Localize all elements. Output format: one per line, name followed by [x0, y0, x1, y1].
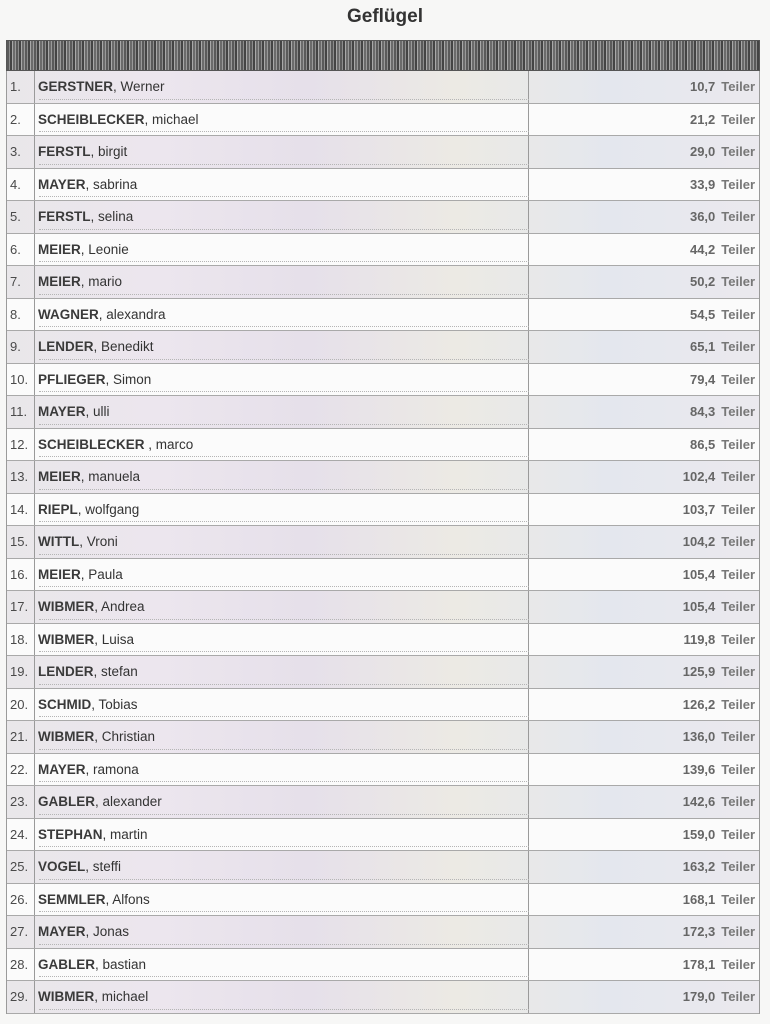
- given-name: , michael: [94, 989, 149, 1005]
- given-name: , Christian: [94, 729, 156, 745]
- score-unit: Teiler: [721, 599, 755, 615]
- surname: WIBMER: [38, 599, 95, 615]
- rank-cell: 10.: [7, 364, 35, 396]
- surname: WAGNER: [38, 306, 99, 322]
- rank-cell: 6.: [7, 234, 35, 266]
- score-cell: [529, 949, 759, 981]
- rank-cell: 14.: [7, 494, 35, 526]
- score-value: 142,6: [682, 794, 716, 810]
- surname: LENDER: [38, 664, 94, 680]
- surname: WITTL: [38, 534, 80, 550]
- rank-cell: 7.: [7, 266, 35, 298]
- given-name: , steffi: [85, 859, 122, 875]
- surname: MEIER: [38, 469, 81, 485]
- name-cell: [35, 299, 529, 331]
- given-name: , Jonas: [85, 924, 130, 940]
- score-unit: Teiler: [721, 371, 755, 387]
- score-value: 159,0: [682, 826, 716, 842]
- rank-cell: 25.: [7, 851, 35, 883]
- name-cell: [35, 786, 529, 818]
- score-cell: [529, 786, 759, 818]
- score-unit: Teiler: [721, 176, 755, 192]
- score-unit: Teiler: [721, 274, 755, 290]
- name-cell: [35, 396, 529, 428]
- given-name: , wolfgang: [77, 501, 140, 517]
- score-cell: [529, 721, 759, 753]
- score-cell: [529, 71, 759, 103]
- score-unit: Teiler: [721, 924, 755, 940]
- surname: MEIER: [38, 566, 81, 582]
- score-value: 136,0: [682, 729, 716, 745]
- score-unit: Teiler: [721, 826, 755, 842]
- rank-cell: 28.: [7, 949, 35, 981]
- rank-cell: 20.: [7, 689, 35, 721]
- table-row: [7, 136, 759, 169]
- surname: GERSTNER: [38, 79, 114, 95]
- score-cell: [529, 656, 759, 688]
- surname: SEMMLER: [38, 891, 106, 907]
- rank-cell: 26.: [7, 884, 35, 916]
- table-row: [7, 851, 759, 884]
- score-value: 54,5: [689, 306, 716, 322]
- table-row: [7, 591, 759, 624]
- table-row: [7, 689, 759, 722]
- score-value: 10,7: [689, 79, 716, 95]
- name-cell: [35, 169, 529, 201]
- score-value: 103,7: [682, 501, 716, 517]
- table-row: [7, 331, 759, 364]
- surname: PFLIEGER: [38, 371, 106, 387]
- score-value: 172,3: [682, 924, 716, 940]
- given-name: , stefan: [93, 664, 138, 680]
- rank-cell: 13.: [7, 461, 35, 493]
- given-name: , Tobias: [91, 696, 138, 712]
- table-row: [7, 526, 759, 559]
- score-value: 179,0: [682, 989, 716, 1005]
- surname: WIBMER: [38, 631, 95, 647]
- score-unit: Teiler: [721, 761, 755, 777]
- rank-cell: 21.: [7, 721, 35, 753]
- name-cell: [35, 916, 529, 948]
- given-name: , Andrea: [94, 599, 145, 615]
- rank-cell: 27.: [7, 916, 35, 948]
- surname: VOGEL: [38, 859, 86, 875]
- table-row: [7, 71, 759, 104]
- score-cell: [529, 234, 759, 266]
- given-name: , Luisa: [94, 631, 135, 647]
- name-cell: [35, 331, 529, 363]
- given-name: , michael: [144, 111, 199, 127]
- score-value: 86,5: [689, 436, 716, 452]
- score-cell: [529, 526, 759, 558]
- given-name: , martin: [102, 826, 148, 842]
- rank-cell: 19.: [7, 656, 35, 688]
- table-row: [7, 916, 759, 949]
- table-row: [7, 104, 759, 137]
- given-name: , Vroni: [79, 534, 118, 550]
- given-name: , mario: [80, 274, 123, 290]
- score-cell: [529, 299, 759, 331]
- name-cell: [35, 721, 529, 753]
- score-cell: [529, 559, 759, 591]
- surname: FERSTL: [38, 144, 91, 160]
- table-row: [7, 494, 759, 527]
- given-name: , Simon: [105, 371, 152, 387]
- name-cell: [35, 819, 529, 851]
- score-value: 105,4: [682, 566, 716, 582]
- table-row: [7, 461, 759, 494]
- table-row: [7, 429, 759, 462]
- score-cell: [529, 331, 759, 363]
- score-unit: Teiler: [721, 859, 755, 875]
- score-value: 36,0: [689, 209, 716, 225]
- surname: WIBMER: [38, 989, 95, 1005]
- score-value: 125,9: [682, 664, 716, 680]
- score-unit: Teiler: [721, 989, 755, 1005]
- surname: SCHMID: [38, 696, 92, 712]
- name-cell: [35, 234, 529, 266]
- score-cell: [529, 591, 759, 623]
- surname: MEIER: [38, 241, 81, 257]
- surname: MAYER: [38, 176, 86, 192]
- score-cell: [529, 981, 759, 1013]
- name-cell: [35, 461, 529, 493]
- table-row: [7, 266, 759, 299]
- score-value: 168,1: [682, 891, 716, 907]
- surname: MAYER: [38, 404, 86, 420]
- rank-cell: 24.: [7, 819, 35, 851]
- score-cell: [529, 396, 759, 428]
- score-cell: [529, 494, 759, 526]
- name-cell: [35, 526, 529, 558]
- rank-cell: 23.: [7, 786, 35, 818]
- surname: MAYER: [38, 924, 86, 940]
- name-cell: [35, 201, 529, 233]
- given-name: , selina: [90, 209, 134, 225]
- score-value: 79,4: [689, 371, 716, 387]
- given-name: , alexander: [95, 794, 162, 810]
- rank-cell: 12.: [7, 429, 35, 461]
- table-row: [7, 624, 759, 657]
- score-cell: [529, 916, 759, 948]
- given-name: , sabrina: [85, 176, 138, 192]
- score-value: 44,2: [689, 241, 716, 257]
- given-name: , Paula: [80, 566, 123, 582]
- score-unit: Teiler: [721, 144, 755, 160]
- surname: MEIER: [38, 274, 81, 290]
- surname: FERSTL: [38, 209, 91, 225]
- score-value: 29,0: [689, 144, 716, 160]
- score-unit: Teiler: [721, 79, 755, 95]
- table-row: [7, 981, 759, 1014]
- score-value: 119,8: [683, 631, 716, 647]
- given-name: , Leonie: [80, 241, 129, 257]
- score-value: 178,1: [682, 956, 716, 972]
- rank-cell: 2.: [7, 104, 35, 136]
- surname: RIEPL: [38, 501, 78, 517]
- name-cell: [35, 754, 529, 786]
- table-row: [7, 201, 759, 234]
- surname: WIBMER: [38, 729, 95, 745]
- name-cell: [35, 689, 529, 721]
- score-cell: [529, 851, 759, 883]
- table-row: [7, 299, 759, 332]
- surname: STEPHAN: [38, 826, 103, 842]
- rank-cell: 29.: [7, 981, 35, 1013]
- table-row: [7, 364, 759, 397]
- score-unit: Teiler: [721, 891, 755, 907]
- name-cell: [35, 364, 529, 396]
- rank-cell: 5.: [7, 201, 35, 233]
- score-value: 21,2: [689, 111, 716, 127]
- name-cell: [35, 494, 529, 526]
- score-cell: [529, 884, 759, 916]
- given-name: , marco: [144, 436, 194, 452]
- name-cell: [35, 981, 529, 1013]
- given-name: , ulli: [85, 404, 110, 420]
- score-cell: [529, 754, 759, 786]
- table-row: [7, 559, 759, 592]
- score-unit: Teiler: [721, 956, 755, 972]
- score-unit: Teiler: [721, 631, 755, 647]
- score-value: 102,4: [682, 469, 716, 485]
- rank-cell: 15.: [7, 526, 35, 558]
- score-unit: Teiler: [721, 241, 755, 257]
- table-row: [7, 786, 759, 819]
- name-cell: [35, 429, 529, 461]
- name-cell: [35, 624, 529, 656]
- score-unit: Teiler: [721, 794, 755, 810]
- score-cell: [529, 266, 759, 298]
- name-cell: [35, 136, 529, 168]
- score-value: 84,3: [689, 404, 716, 420]
- score-unit: Teiler: [721, 469, 755, 485]
- name-cell: [35, 884, 529, 916]
- rank-cell: 16.: [7, 559, 35, 591]
- score-value: 33,9: [689, 176, 716, 192]
- name-cell: [35, 71, 529, 103]
- surname: GABLER: [38, 956, 95, 972]
- score-cell: [529, 689, 759, 721]
- score-unit: Teiler: [721, 729, 755, 745]
- score-unit: Teiler: [721, 306, 755, 322]
- given-name: , Alfons: [105, 891, 150, 907]
- given-name: , ramona: [85, 761, 139, 777]
- surname: MAYER: [38, 761, 86, 777]
- score-value: 65,1: [689, 339, 716, 355]
- score-value: 126,2: [682, 696, 716, 712]
- name-cell: [35, 559, 529, 591]
- table-row: [7, 169, 759, 202]
- score-value: 163,2: [682, 859, 716, 875]
- table-header-band: [6, 40, 760, 71]
- table-row: [7, 396, 759, 429]
- name-cell: [35, 591, 529, 623]
- surname: GABLER: [38, 794, 95, 810]
- name-cell: [35, 851, 529, 883]
- name-cell: [35, 949, 529, 981]
- rank-cell: 11.: [7, 396, 35, 428]
- given-name: , alexandra: [98, 306, 166, 322]
- surname: LENDER: [38, 339, 94, 355]
- score-cell: [529, 201, 759, 233]
- rank-cell: 22.: [7, 754, 35, 786]
- score-value: 139,6: [682, 761, 716, 777]
- table-row: [7, 884, 759, 917]
- surname: SCHEIBLECKER: [38, 111, 145, 127]
- score-unit: Teiler: [721, 404, 755, 420]
- score-cell: [529, 624, 759, 656]
- rank-cell: 3.: [7, 136, 35, 168]
- given-name: , bastian: [95, 956, 147, 972]
- score-unit: Teiler: [721, 566, 755, 582]
- given-name: , Werner: [113, 79, 165, 95]
- rank-cell: 8.: [7, 299, 35, 331]
- given-name: , Benedikt: [93, 339, 154, 355]
- table-row: [7, 819, 759, 852]
- score-unit: Teiler: [721, 111, 755, 127]
- table-row: [7, 234, 759, 267]
- score-unit: Teiler: [721, 339, 755, 355]
- rank-cell: 17.: [7, 591, 35, 623]
- table-row: [7, 656, 759, 689]
- score-unit: Teiler: [721, 209, 755, 225]
- score-unit: Teiler: [721, 696, 755, 712]
- score-unit: Teiler: [721, 436, 755, 452]
- table-row: [7, 949, 759, 982]
- given-name: , birgit: [90, 144, 128, 160]
- rank-cell: 9.: [7, 331, 35, 363]
- name-cell: [35, 656, 529, 688]
- score-unit: Teiler: [721, 664, 755, 680]
- score-cell: [529, 364, 759, 396]
- name-cell: [35, 104, 529, 136]
- score-cell: [529, 169, 759, 201]
- given-name: , manuela: [80, 469, 141, 485]
- table-row: [7, 754, 759, 787]
- score-value: 104,2: [682, 534, 716, 550]
- results-table: [6, 71, 760, 1014]
- score-cell: [529, 104, 759, 136]
- page-title: Geflügel: [346, 6, 423, 27]
- rank-cell: 4.: [7, 169, 35, 201]
- score-unit: Teiler: [721, 534, 755, 550]
- score-cell: [529, 819, 759, 851]
- score-value: 105,4: [682, 599, 716, 615]
- rank-cell: 18.: [7, 624, 35, 656]
- score-cell: [529, 429, 759, 461]
- score-value: 50,2: [689, 274, 716, 290]
- score-cell: [529, 136, 759, 168]
- table-row: [7, 721, 759, 754]
- score-cell: [529, 461, 759, 493]
- score-unit: Teiler: [721, 501, 755, 517]
- rank-cell: 1.: [7, 71, 35, 103]
- surname: SCHEIBLECKER: [38, 436, 145, 452]
- name-cell: [35, 266, 529, 298]
